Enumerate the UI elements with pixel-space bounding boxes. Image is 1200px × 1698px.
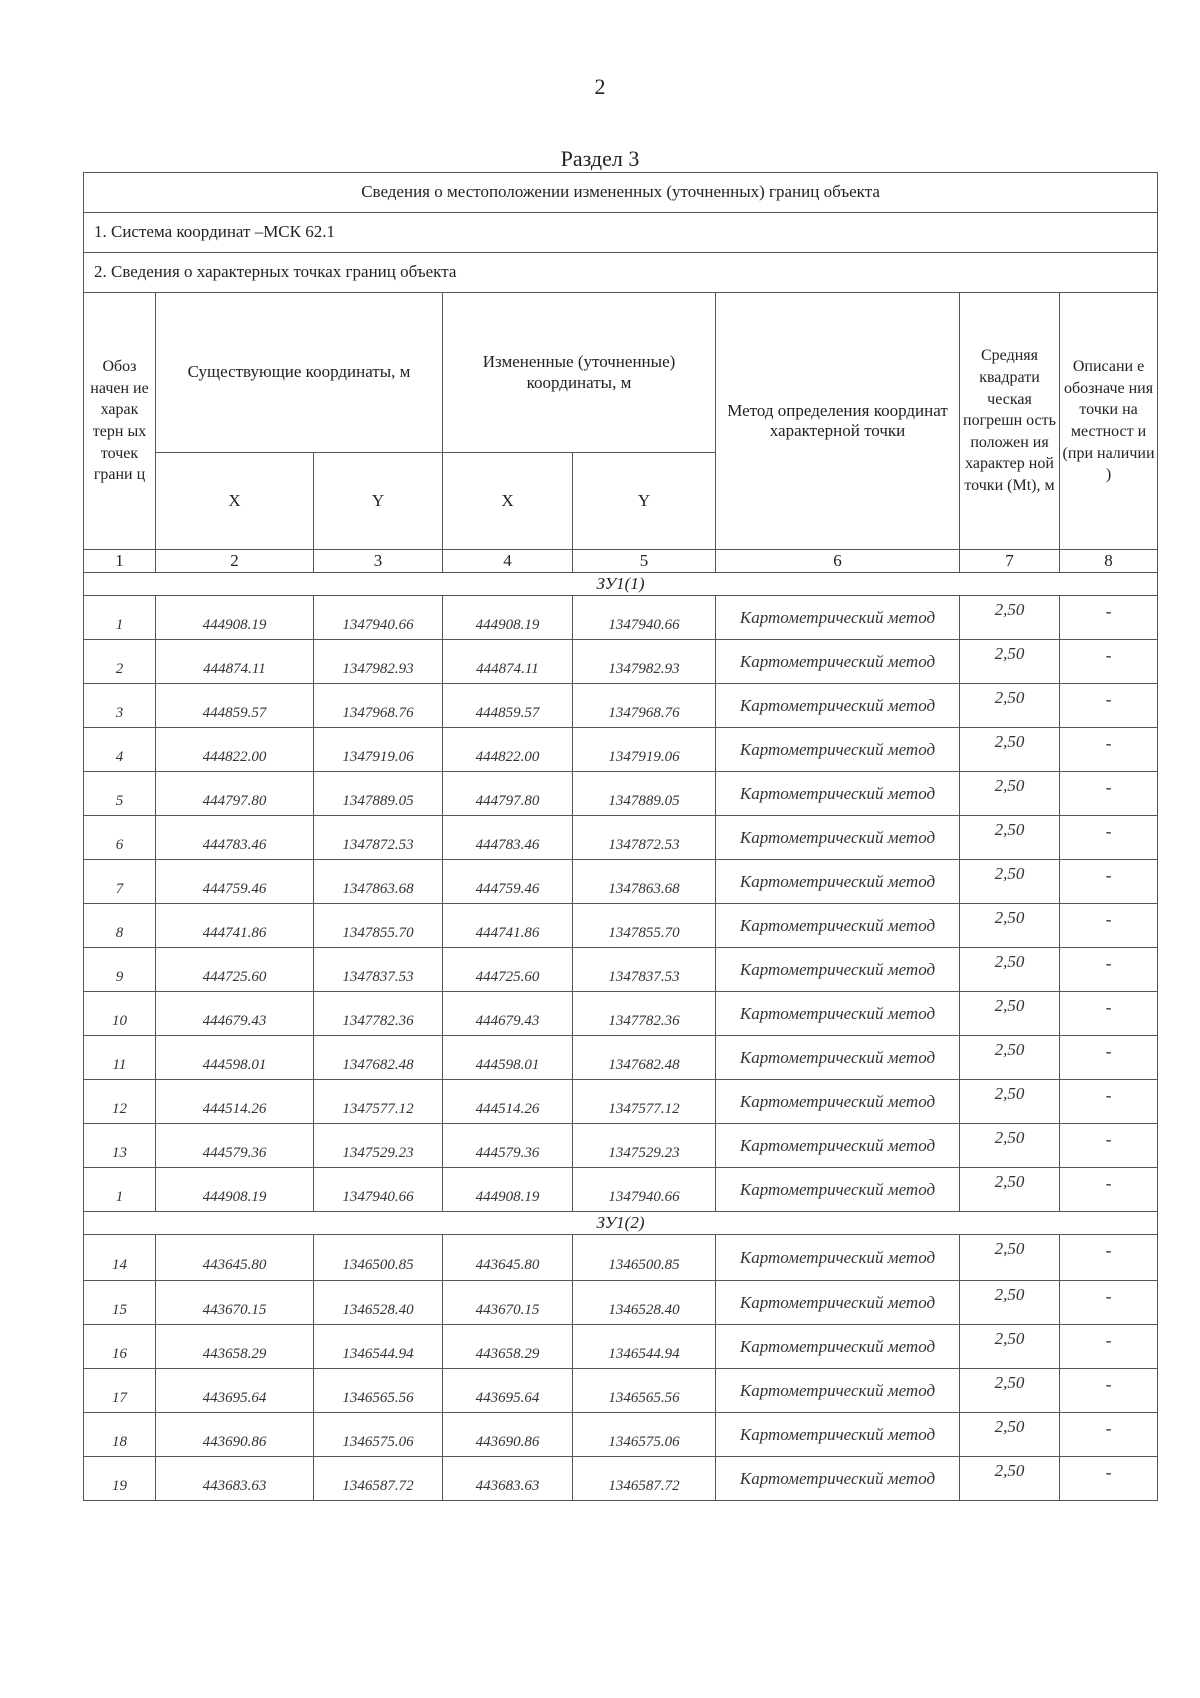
x-changed: 444797.80 — [443, 772, 573, 816]
accuracy-value: 2,50 — [960, 1325, 1060, 1369]
header-x-changed: X — [443, 453, 573, 550]
y-existing: 1347940.66 — [314, 1168, 443, 1212]
accuracy-value: 2,50 — [960, 684, 1060, 728]
point-number: 17 — [84, 1369, 156, 1413]
accuracy-value: 2,50 — [960, 1080, 1060, 1124]
table-row — [84, 1036, 1158, 1080]
column-numbers-row — [84, 550, 1158, 573]
column-number: 6 — [716, 550, 960, 573]
y-existing: 1347577.12 — [314, 1080, 443, 1124]
point-number: 14 — [84, 1235, 156, 1281]
table-row — [84, 948, 1158, 992]
description-value: - — [1060, 1369, 1158, 1413]
group-row — [84, 1212, 1158, 1235]
method-cell: Картометрический метод — [716, 860, 960, 904]
x-changed: 444759.46 — [443, 860, 573, 904]
y-changed: 1347889.05 — [573, 772, 716, 816]
point-number: 13 — [84, 1124, 156, 1168]
y-existing: 1346565.56 — [314, 1369, 443, 1413]
description-value: - — [1060, 948, 1158, 992]
point-number: 10 — [84, 992, 156, 1036]
method-cell: Картометрический метод — [716, 728, 960, 772]
accuracy-value: 2,50 — [960, 816, 1060, 860]
points-heading-row: 2. Сведения о характерных точках границ объекта — [84, 253, 1158, 293]
table-row — [84, 772, 1158, 816]
point-number: 5 — [84, 772, 156, 816]
header-changed-coords: Измененные (уточненные) координаты, м — [443, 293, 716, 453]
y-existing: 1346575.06 — [314, 1413, 443, 1457]
y-changed: 1347919.06 — [573, 728, 716, 772]
y-changed: 1346544.94 — [573, 1325, 716, 1369]
accuracy-value: 2,50 — [960, 1369, 1060, 1413]
column-number: 1 — [84, 550, 156, 573]
description-value: - — [1060, 728, 1158, 772]
method-cell: Картометрический метод — [716, 1325, 960, 1369]
y-existing: 1347889.05 — [314, 772, 443, 816]
description-value: - — [1060, 1457, 1158, 1501]
table-row — [84, 684, 1158, 728]
y-existing: 1347782.36 — [314, 992, 443, 1036]
method-cell: Картометрический метод — [716, 1036, 960, 1080]
x-existing: 443690.86 — [156, 1413, 314, 1457]
y-existing: 1346587.72 — [314, 1457, 443, 1501]
column-number: 2 — [156, 550, 314, 573]
y-existing: 1347863.68 — [314, 860, 443, 904]
accuracy-value: 2,50 — [960, 860, 1060, 904]
header-designation: Обоз начен ие харак терн ых точек грани ц — [84, 293, 156, 550]
x-changed: 443695.64 — [443, 1369, 573, 1413]
table-row — [84, 1235, 1158, 1281]
y-changed: 1347782.36 — [573, 992, 716, 1036]
x-existing: 443670.15 — [156, 1281, 314, 1325]
method-cell: Картометрический метод — [716, 1413, 960, 1457]
y-changed: 1347577.12 — [573, 1080, 716, 1124]
point-number: 19 — [84, 1457, 156, 1501]
description-value: - — [1060, 596, 1158, 640]
method-cell: Картометрический метод — [716, 1080, 960, 1124]
accuracy-value: 2,50 — [960, 948, 1060, 992]
y-changed: 1347855.70 — [573, 904, 716, 948]
table-row — [84, 816, 1158, 860]
method-cell: Картометрический метод — [716, 772, 960, 816]
column-number: 3 — [314, 550, 443, 573]
x-existing: 444822.00 — [156, 728, 314, 772]
point-number: 1 — [84, 1168, 156, 1212]
group-label: ЗУ1(1) — [84, 573, 1158, 596]
y-changed: 1346565.56 — [573, 1369, 716, 1413]
point-number: 11 — [84, 1036, 156, 1080]
point-number: 2 — [84, 640, 156, 684]
x-changed: 444859.57 — [443, 684, 573, 728]
accuracy-value: 2,50 — [960, 728, 1060, 772]
header-x-existing: X — [156, 453, 314, 550]
accuracy-value: 2,50 — [960, 904, 1060, 948]
point-number: 6 — [84, 816, 156, 860]
y-existing: 1347837.53 — [314, 948, 443, 992]
x-existing: 444579.36 — [156, 1124, 314, 1168]
table-row — [84, 1457, 1158, 1501]
accuracy-value: 2,50 — [960, 992, 1060, 1036]
x-changed: 444598.01 — [443, 1036, 573, 1080]
description-value: - — [1060, 1124, 1158, 1168]
method-cell: Картометрический метод — [716, 992, 960, 1036]
point-number: 3 — [84, 684, 156, 728]
description-value: - — [1060, 684, 1158, 728]
x-changed: 443670.15 — [443, 1281, 573, 1325]
coord-system-row: 1. Система координат –МСК 62.1 — [84, 213, 1158, 253]
table-row — [84, 992, 1158, 1036]
y-existing: 1347968.76 — [314, 684, 443, 728]
description-value: - — [1060, 1080, 1158, 1124]
x-changed: 444741.86 — [443, 904, 573, 948]
description-value: - — [1060, 992, 1158, 1036]
header-accuracy: Средняя квадрати ческая погрешн ость положен ия характер ной точки (Mt), м — [960, 293, 1060, 550]
y-existing: 1346528.40 — [314, 1281, 443, 1325]
x-existing: 444908.19 — [156, 1168, 314, 1212]
y-existing: 1347682.48 — [314, 1036, 443, 1080]
description-value: - — [1060, 772, 1158, 816]
method-cell: Картометрический метод — [716, 948, 960, 992]
table-row — [84, 1369, 1158, 1413]
x-changed: 443658.29 — [443, 1325, 573, 1369]
y-existing: 1346544.94 — [314, 1325, 443, 1369]
y-existing: 1347919.06 — [314, 728, 443, 772]
description-value: - — [1060, 816, 1158, 860]
x-existing: 444759.46 — [156, 860, 314, 904]
accuracy-value: 2,50 — [960, 1124, 1060, 1168]
point-number: 9 — [84, 948, 156, 992]
method-cell: Картометрический метод — [716, 596, 960, 640]
x-existing: 444514.26 — [156, 1080, 314, 1124]
point-number: 15 — [84, 1281, 156, 1325]
section-title: Раздел 3 — [560, 146, 640, 171]
description-value: - — [1060, 1413, 1158, 1457]
method-cell: Картометрический метод — [716, 640, 960, 684]
x-changed: 444579.36 — [443, 1124, 573, 1168]
x-changed: 443645.80 — [443, 1235, 573, 1281]
coordinates-table — [83, 172, 1158, 1501]
point-number: 4 — [84, 728, 156, 772]
x-existing: 444783.46 — [156, 816, 314, 860]
table-caption: Сведения о местоположении измененных (уточненных) границ объекта — [84, 173, 1158, 213]
header-method: Метод определения координат характерной точки — [716, 293, 960, 550]
method-cell: Картометрический метод — [716, 684, 960, 728]
column-number: 8 — [1060, 550, 1158, 573]
y-changed: 1347968.76 — [573, 684, 716, 728]
table-row — [84, 1168, 1158, 1212]
y-changed: 1346528.40 — [573, 1281, 716, 1325]
table-row — [84, 596, 1158, 640]
table-row — [84, 1413, 1158, 1457]
description-value: - — [1060, 1325, 1158, 1369]
x-existing: 443683.63 — [156, 1457, 314, 1501]
x-existing: 443695.64 — [156, 1369, 314, 1413]
accuracy-value: 2,50 — [960, 596, 1060, 640]
method-cell: Картометрический метод — [716, 816, 960, 860]
accuracy-value: 2,50 — [960, 1036, 1060, 1080]
page-number: 2 — [594, 74, 606, 99]
column-number: 4 — [443, 550, 573, 573]
y-changed: 1347863.68 — [573, 860, 716, 904]
y-existing: 1346500.85 — [314, 1235, 443, 1281]
y-changed: 1347529.23 — [573, 1124, 716, 1168]
description-value: - — [1060, 1235, 1158, 1281]
accuracy-value: 2,50 — [960, 1235, 1060, 1281]
column-number: 7 — [960, 550, 1060, 573]
x-changed: 444783.46 — [443, 816, 573, 860]
header-existing-coords: Существующие координаты, м — [156, 293, 443, 453]
y-changed: 1347872.53 — [573, 816, 716, 860]
table-row — [84, 640, 1158, 684]
x-existing: 444725.60 — [156, 948, 314, 992]
point-number: 12 — [84, 1080, 156, 1124]
accuracy-value: 2,50 — [960, 1281, 1060, 1325]
x-existing: 444908.19 — [156, 596, 314, 640]
header-description: Описани е обозначе ния точки на местност и (при наличии ) — [1060, 293, 1158, 550]
y-changed: 1347940.66 — [573, 1168, 716, 1212]
y-changed: 1347940.66 — [573, 596, 716, 640]
point-number: 8 — [84, 904, 156, 948]
y-changed: 1347682.48 — [573, 1036, 716, 1080]
column-number: 5 — [573, 550, 716, 573]
x-changed: 444908.19 — [443, 1168, 573, 1212]
point-number: 1 — [84, 596, 156, 640]
y-changed: 1347837.53 — [573, 948, 716, 992]
accuracy-value: 2,50 — [960, 640, 1060, 684]
accuracy-value: 2,50 — [960, 1168, 1060, 1212]
x-existing: 443645.80 — [156, 1235, 314, 1281]
point-number: 7 — [84, 860, 156, 904]
table-row — [84, 1124, 1158, 1168]
method-cell: Картометрический метод — [716, 1457, 960, 1501]
y-existing: 1347855.70 — [314, 904, 443, 948]
description-value: - — [1060, 1281, 1158, 1325]
y-changed: 1346500.85 — [573, 1235, 716, 1281]
y-changed: 1346587.72 — [573, 1457, 716, 1501]
method-cell: Картометрический метод — [716, 1124, 960, 1168]
description-value: - — [1060, 1168, 1158, 1212]
table-row — [84, 1080, 1158, 1124]
x-existing: 444859.57 — [156, 684, 314, 728]
x-changed: 444679.43 — [443, 992, 573, 1036]
method-cell: Картометрический метод — [716, 904, 960, 948]
table-row — [84, 904, 1158, 948]
x-existing: 444797.80 — [156, 772, 314, 816]
table-row — [84, 860, 1158, 904]
y-changed: 1347982.93 — [573, 640, 716, 684]
header-y-existing: Y — [314, 453, 443, 550]
method-cell: Картометрический метод — [716, 1281, 960, 1325]
x-changed: 444874.11 — [443, 640, 573, 684]
x-changed: 444725.60 — [443, 948, 573, 992]
x-existing: 444679.43 — [156, 992, 314, 1036]
table-row — [84, 728, 1158, 772]
point-number: 18 — [84, 1413, 156, 1457]
header-y-changed: Y — [573, 453, 716, 550]
method-cell: Картометрический метод — [716, 1235, 960, 1281]
x-existing: 444741.86 — [156, 904, 314, 948]
table-row — [84, 1325, 1158, 1369]
method-cell: Картометрический метод — [716, 1168, 960, 1212]
description-value: - — [1060, 860, 1158, 904]
y-existing: 1347940.66 — [314, 596, 443, 640]
accuracy-value: 2,50 — [960, 772, 1060, 816]
x-changed: 444822.00 — [443, 728, 573, 772]
y-existing: 1347529.23 — [314, 1124, 443, 1168]
description-value: - — [1060, 640, 1158, 684]
x-changed: 443690.86 — [443, 1413, 573, 1457]
x-changed: 443683.63 — [443, 1457, 573, 1501]
y-existing: 1347982.93 — [314, 640, 443, 684]
x-existing: 444598.01 — [156, 1036, 314, 1080]
description-value: - — [1060, 904, 1158, 948]
group-row — [84, 573, 1158, 596]
table-row — [84, 1281, 1158, 1325]
point-number: 16 — [84, 1325, 156, 1369]
x-changed: 444908.19 — [443, 596, 573, 640]
x-existing: 444874.11 — [156, 640, 314, 684]
method-cell: Картометрический метод — [716, 1369, 960, 1413]
accuracy-value: 2,50 — [960, 1457, 1060, 1501]
group-label: ЗУ1(2) — [84, 1212, 1158, 1235]
y-changed: 1346575.06 — [573, 1413, 716, 1457]
y-existing: 1347872.53 — [314, 816, 443, 860]
accuracy-value: 2,50 — [960, 1413, 1060, 1457]
description-value: - — [1060, 1036, 1158, 1080]
x-existing: 443658.29 — [156, 1325, 314, 1369]
x-changed: 444514.26 — [443, 1080, 573, 1124]
